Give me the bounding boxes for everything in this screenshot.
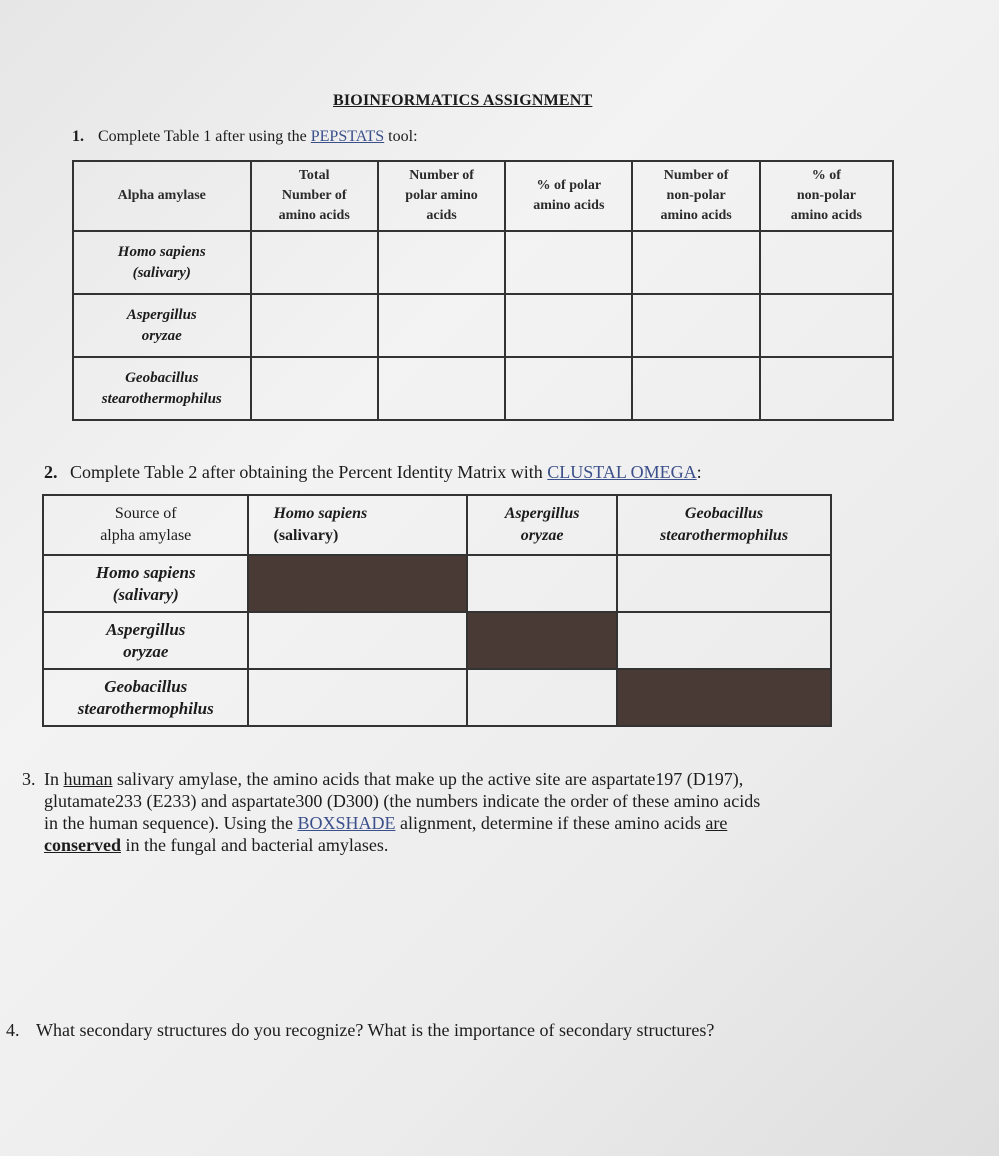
pepstats-link[interactable]: PEPSTATS	[310, 128, 385, 145]
question-4: 4. What secondary structures do you recognize? What is the importance of secondary structures?	[6, 1020, 715, 1040]
answer-cell[interactable]	[467, 669, 617, 726]
answer-cell[interactable]	[617, 555, 831, 612]
answer-cell[interactable]	[248, 669, 467, 726]
question-3: 3. In human salivary amylase, the amino acids that make up the active site are aspartate197 (D197), glutamate233 (E233) and aspartate300 (D300) (the numbers indicate the order of these amino acids in the human sequence). Using the BOXSHADE alignment, determine if these amino acids are conserved in the fungal and bacterial amylases.	[22, 769, 761, 855]
answer-cell[interactable]	[632, 294, 759, 357]
answer-cell[interactable]	[251, 294, 378, 357]
table-1-corner: Alpha amylase	[73, 161, 251, 231]
shaded-cell	[467, 612, 617, 669]
answer-cell[interactable]	[505, 357, 632, 420]
row-label-geobacillus: Geobacillus stearothermophilus	[43, 669, 248, 726]
table-1-header: Total Number of amino acids	[251, 161, 378, 231]
answer-cell[interactable]	[760, 294, 893, 357]
row-label-geobacillus: Geobacillus stearothermophilus	[73, 357, 251, 420]
answer-cell[interactable]	[378, 357, 505, 420]
answer-cell[interactable]	[378, 294, 505, 357]
table-2-header: Homo sapiens (salivary)	[248, 495, 467, 555]
answer-cell[interactable]	[378, 231, 505, 294]
table-row	[73, 357, 893, 420]
table-1-header-row	[73, 161, 893, 231]
table-row	[73, 294, 893, 357]
answer-cell[interactable]	[632, 231, 759, 294]
table-2-header: Geobacillus stearothermophilus	[617, 495, 831, 555]
answer-cell[interactable]	[467, 555, 617, 612]
table-row	[73, 231, 893, 294]
table-1-header: Number of non-polar amino acids	[632, 161, 759, 231]
boxshade-link[interactable]: BOXSHADE	[297, 813, 396, 833]
table-2-header: Aspergillus oryzae	[467, 495, 617, 555]
answer-cell[interactable]	[632, 357, 759, 420]
answer-cell[interactable]	[760, 357, 893, 420]
table-row	[43, 555, 831, 612]
table-1-header: % of non-polar amino acids	[760, 161, 893, 231]
question-2: 2. Complete Table 2 after obtaining the Percent Identity Matrix with CLUSTAL OMEGA:	[44, 462, 702, 482]
table-2-corner: Source of alpha amylase	[43, 495, 248, 555]
table-1-header: % of polar amino acids	[505, 161, 632, 231]
row-label-aspergillus: Aspergillus oryzae	[73, 294, 251, 357]
table-row	[43, 612, 831, 669]
table-2-header-row	[43, 495, 831, 555]
question-1: 1. Complete Table 1 after using the PEPSTATS tool:	[72, 128, 418, 145]
answer-cell[interactable]	[248, 612, 467, 669]
shaded-cell	[617, 669, 831, 726]
table-2	[42, 494, 832, 727]
row-label-aspergillus: Aspergillus oryzae	[43, 612, 248, 669]
table-row	[43, 669, 831, 726]
answer-cell[interactable]	[760, 231, 893, 294]
answer-cell[interactable]	[617, 612, 831, 669]
table-1-header: Number of polar amino acids	[378, 161, 505, 231]
answer-cell[interactable]	[505, 231, 632, 294]
page-title: BIOINFORMATICS ASSIGNMENT	[333, 92, 593, 109]
clustal-omega-link[interactable]: CLUSTAL OMEGA	[547, 462, 697, 482]
row-label-homo-sapiens: Homo sapiens (salivary)	[43, 555, 248, 612]
table-1	[72, 160, 894, 421]
shaded-cell	[248, 555, 467, 612]
answer-cell[interactable]	[251, 231, 378, 294]
answer-cell[interactable]	[251, 357, 378, 420]
row-label-homo-sapiens: Homo sapiens (salivary)	[73, 231, 251, 294]
answer-cell[interactable]	[505, 294, 632, 357]
